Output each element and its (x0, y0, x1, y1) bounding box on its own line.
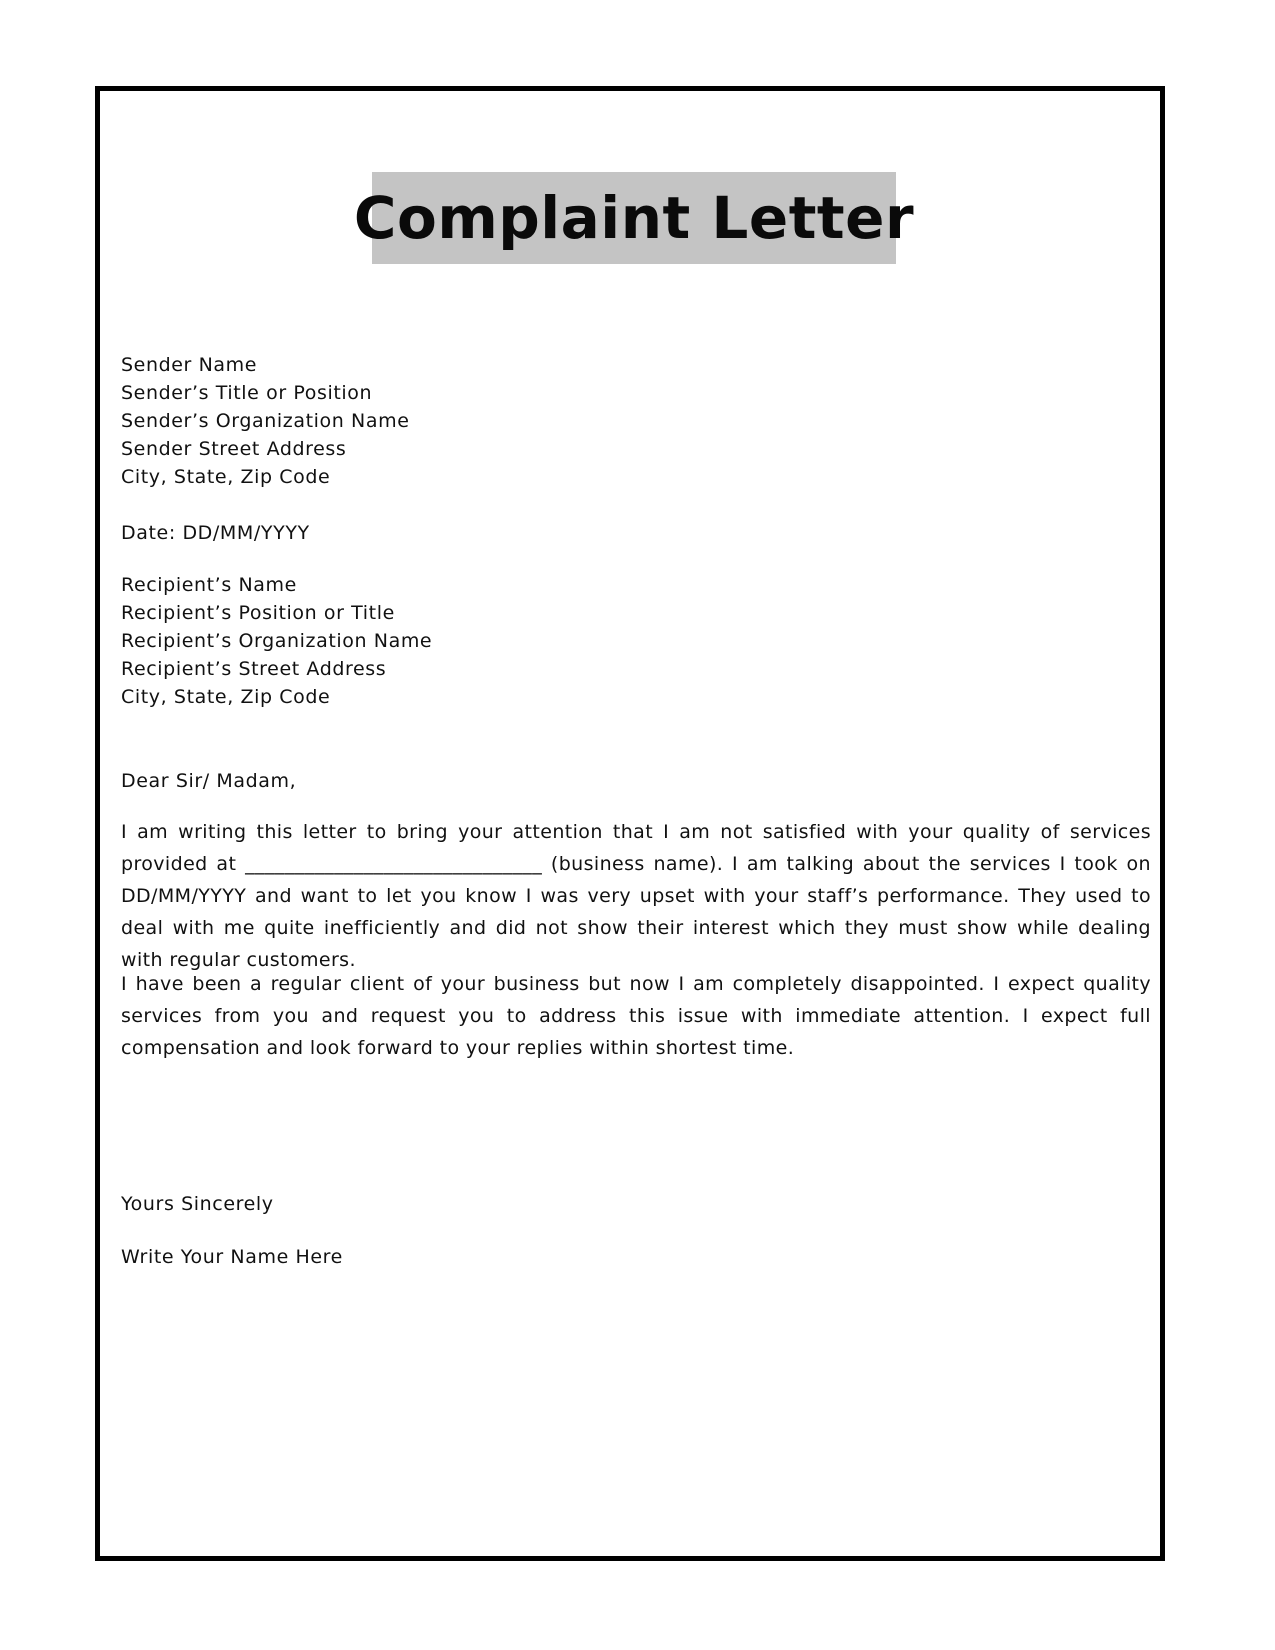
page-title: Complaint Letter (353, 184, 915, 252)
salutation: Dear Sir/ Madam, (121, 770, 297, 792)
sender-title: Sender’s Title or Position (121, 382, 373, 404)
signature-line: Write Your Name Here (121, 1246, 343, 1268)
recipient-organization: Recipient’s Organization Name (121, 630, 433, 652)
body-paragraph-1: I am writing this letter to bring your attention that I am not satisfied with your quality of services provided at ______________________________ (business name). I am talking about the services I took on DD/MM/YYYY and want to let you know I was very upset with your staff’s performance. They used to deal with me quite inefficiently and did not show their interest which they must show while dealing with regular customers. (121, 821, 1151, 971)
title-highlight (353, 172, 915, 264)
sender-address-block (121, 351, 410, 491)
recipient-name: Recipient’s Name (121, 574, 297, 596)
sender-street: Sender Street Address (121, 438, 347, 460)
sender-organization: Sender’s Organization Name (121, 410, 410, 432)
sender-name: Sender Name (121, 354, 258, 376)
closing: Yours Sincerely (121, 1193, 274, 1215)
sender-city-state-zip: City, State, Zip Code (121, 466, 331, 488)
recipient-address-block (121, 571, 432, 711)
letter-date: Date: DD/MM/YYYY (121, 522, 310, 544)
body-paragraph-2: I have been a regular client of your business but now I am completely disappointed. I expect quality services from you and request you to address this issue with immediate attention. I expect full compensation and look forward to your replies within shortest time. (121, 973, 1151, 1059)
recipient-title: Recipient’s Position or Title (121, 602, 395, 624)
recipient-city-state-zip: City, State, Zip Code (121, 686, 331, 708)
recipient-street: Recipient’s Street Address (121, 658, 387, 680)
